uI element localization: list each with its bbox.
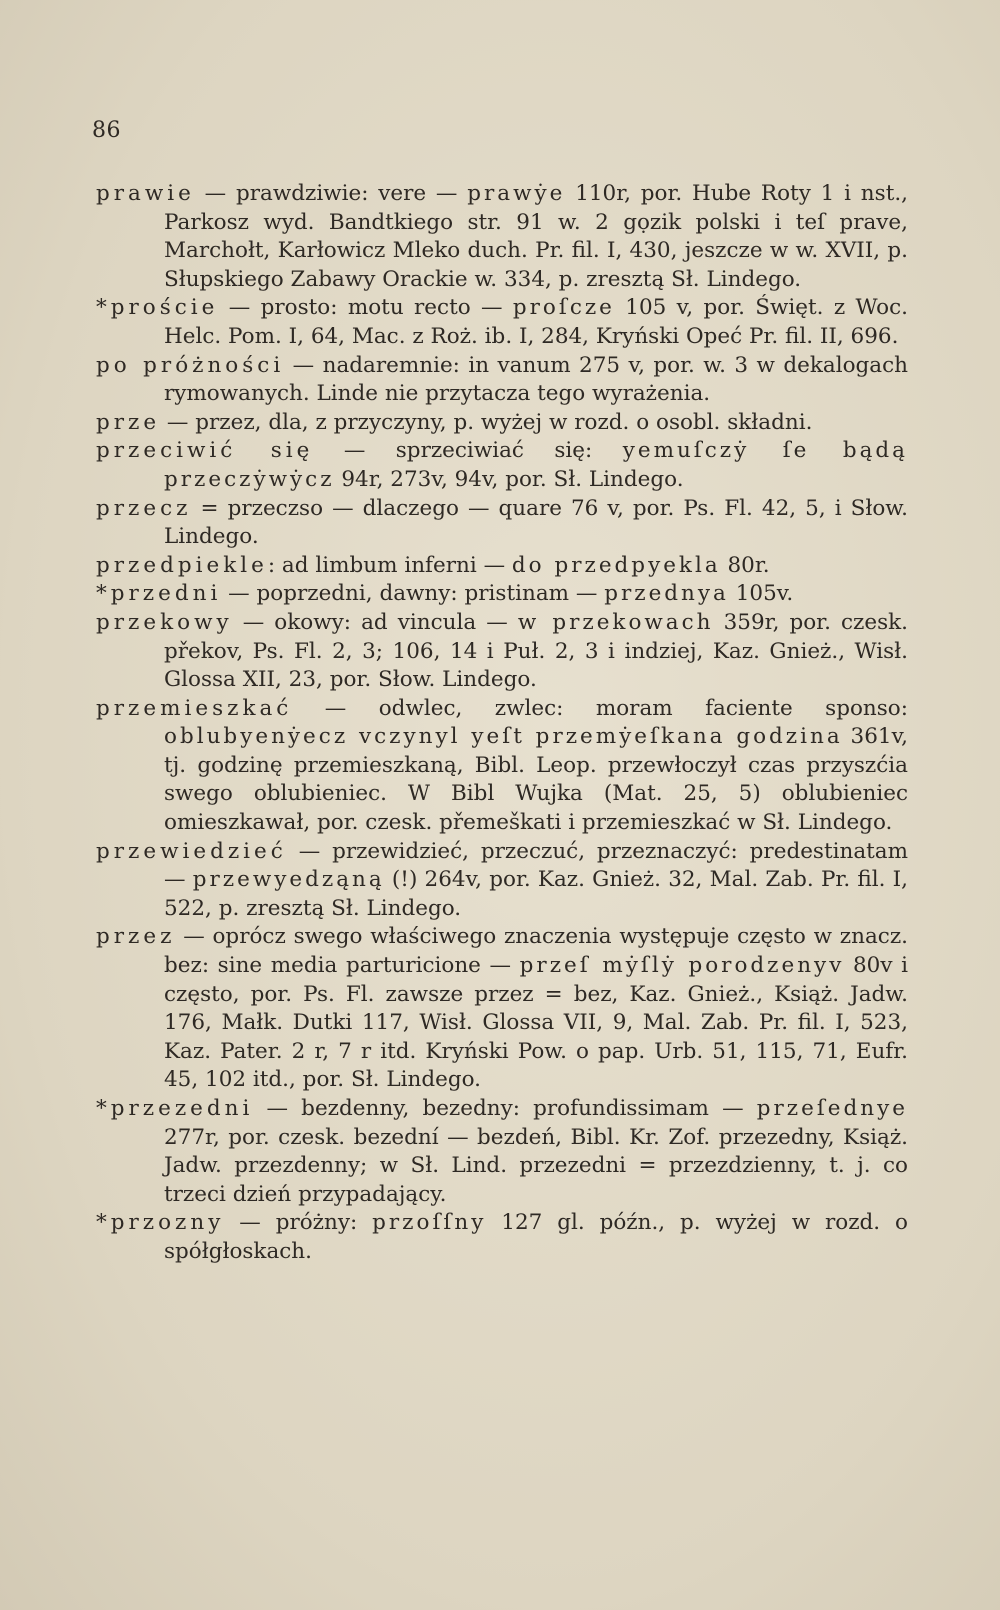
- entry-definition: — przewidzieć, przeczuć, przeznaczyć: predestinatam —: [164, 838, 908, 893]
- entry-headword: *przozny: [96, 1210, 225, 1236]
- entry-quotation: przeſ mẏſlẏ porodzenyv: [519, 953, 845, 979]
- entry-headword: przewiedzieć: [96, 838, 287, 864]
- dictionary-entry: [96, 409, 908, 438]
- dictionary-entry: [96, 1095, 908, 1209]
- entry-definition: — próżny:: [224, 1210, 373, 1236]
- entry-headword: *przezedni: [96, 1096, 254, 1121]
- entry-headword: przekowy: [96, 609, 233, 635]
- entry-definition: — prawdziwie: vere —: [194, 181, 468, 206]
- entry-references: 105v.: [728, 581, 794, 607]
- entry-quotation: w przekowach: [517, 609, 714, 635]
- entry-definition: — odwlec, zwlec: moram faciente sponso:: [292, 695, 908, 721]
- entry-quotation: prawẏe: [467, 181, 566, 206]
- entry-quotation: przewyedząną: [192, 867, 385, 893]
- entry-quotation: oblubyenẏecz vczynyl yeſt przemẏeſkana godzina: [164, 724, 843, 750]
- entry-headword: przez: [96, 924, 176, 950]
- entry-headword: przemieszkać: [96, 695, 293, 721]
- entry-headword: *proście: [96, 295, 219, 321]
- entry-headword: *przedni: [96, 581, 222, 607]
- entry-definition: — przez, dla, z przyczyny, p. wyżej w rozd. o osobl. składni.: [160, 409, 813, 435]
- entry-references: 80v i często, por. Ps. Fl. zawsze przez = bez, Kaz. Gnież., Książ. Jadw. 176, Małk. Dutki 117, Wisł. Glossa VII, 9, Mal. Zab. Pr. fil. I, 523, Kaz. Pater. 2 r, 7 r itd. Kryński Pow. o pap. Urb. 51, 115, 71, Eufr. 45, 102 itd., por. Sł. Lindego.: [164, 953, 908, 1093]
- dictionary-entry: [96, 695, 908, 838]
- dictionary-entry: [96, 580, 908, 609]
- entry-references: 359r, por. czesk. překov, Ps. Fl. 2, 3; 106, 14 i Puł. 2, 3 i indziej, Kaz. Gnież., Wisł. Glossa XII, 23, por. Słow. Lindego.: [164, 609, 909, 693]
- dictionary-entry: [96, 923, 908, 1095]
- entry-quotation: przeſednye: [756, 1096, 908, 1121]
- entry-definition: — nadaremnie: in vanum 275 v, por. w. 3 w dekalogach rymowanych. Linde nie przytacza tego wyrażenia.: [164, 352, 908, 407]
- dictionary-entry: [96, 495, 908, 552]
- entry-references: 127 gl. późn., p. wyżej w rozd. o spółgłoskach.: [164, 1210, 908, 1264]
- entry-quotation: proſcze: [512, 295, 615, 321]
- dictionary-entry: [96, 609, 908, 695]
- dictionary-entry: [96, 352, 908, 409]
- entry-definition: — sprzeciwiać się:: [313, 438, 623, 464]
- entry-quotation: yemuſczẏ ſe bądą przeczẏwẏcz: [164, 438, 908, 492]
- entry-quotation: do przedpyekla: [511, 552, 721, 578]
- entry-definition: — okowy: ad vincula —: [232, 609, 518, 635]
- dictionary-entry: [96, 1209, 908, 1266]
- entry-quotation: przednya: [604, 581, 729, 607]
- dictionary-entry: [96, 180, 908, 294]
- entry-references: 94r, 273v, 94v, por. Sł. Lindego.: [334, 466, 684, 492]
- entry-definition: — oprócz swego właściwego znaczenia występuje często w znacz. bez: sine media parturicione —: [164, 924, 908, 979]
- entry-references: 361v, tj. godzinę przemieszkaną, Bibl. Leop. przewłoczył czas przyszćia swego oblubieniec. W Bibl Wujka (Mat. 25, 5) oblubieniec omieszkawał, por. czesk. přemeškati i przemieszkać w Sł. Lindego.: [164, 724, 908, 836]
- entry-headword: po próżności: [96, 352, 285, 378]
- entry-definition: — bezdenny, bezedny: profundissimam —: [253, 1096, 757, 1121]
- entry-references: (!) 264v, por. Kaz. Gnież. 32, Mal. Zab. Pr. fil. I, 522, p. zresztą Sł. Lindego.: [164, 867, 908, 921]
- entry-references: 110r, por. Hube Roty 1 i nst., Parkosz wyd. Bandtkiego str. 91 w. 2 gọzik polski i teſ prave, Marchołt, Karłowicz Mleko duch. Pr. fil. I, 430, jeszcze w w. XVII, p. Słupskiego Zabawy Orackie w. 334, p. zresztą Sł. Lindego.: [164, 181, 908, 292]
- entry-references: 80r.: [720, 552, 770, 578]
- entry-references: 105 v, por. Święt. z Woc. Helc. Pom. I, 64, Mac. z Roż. ib. I, 284, Kryński Opeć Pr. fil. II, 696.: [164, 295, 908, 349]
- dictionary-entry: [96, 552, 908, 581]
- entry-definition: — prosto: motu recto —: [218, 295, 513, 321]
- entry-headword: prawie: [96, 181, 195, 206]
- dictionary-entry: [96, 437, 908, 494]
- entry-headword: przedpiekle: [96, 552, 268, 578]
- entry-definition: : ad limbum inferni —: [267, 552, 512, 578]
- dictionary-entries: [96, 180, 908, 1267]
- entry-definition: — poprzedni, dawny: pristinam —: [221, 581, 605, 607]
- dictionary-entry: [96, 838, 908, 924]
- entry-headword: przecz: [96, 495, 192, 521]
- entry-headword: prze: [96, 409, 161, 435]
- page-number: 86: [92, 118, 121, 143]
- dictionary-entry: [96, 294, 908, 351]
- entry-headword: przeciwić się: [96, 438, 314, 464]
- entry-references: 277r, por. czesk. bezední — bezdeń, Bibl. Kr. Zof. przezedny, Książ. Jadw. przezdenny; w Sł. Lind. przezedni = przezdzienny, t. j. co trzeci dzień przypadający.: [164, 1124, 908, 1207]
- entry-quotation: przoſſny: [372, 1210, 487, 1236]
- entry-definition: = przeczso — dlaczego — quare 76 v, por. Ps. Fl. 42, 5, i Słow. Lindego.: [164, 495, 908, 550]
